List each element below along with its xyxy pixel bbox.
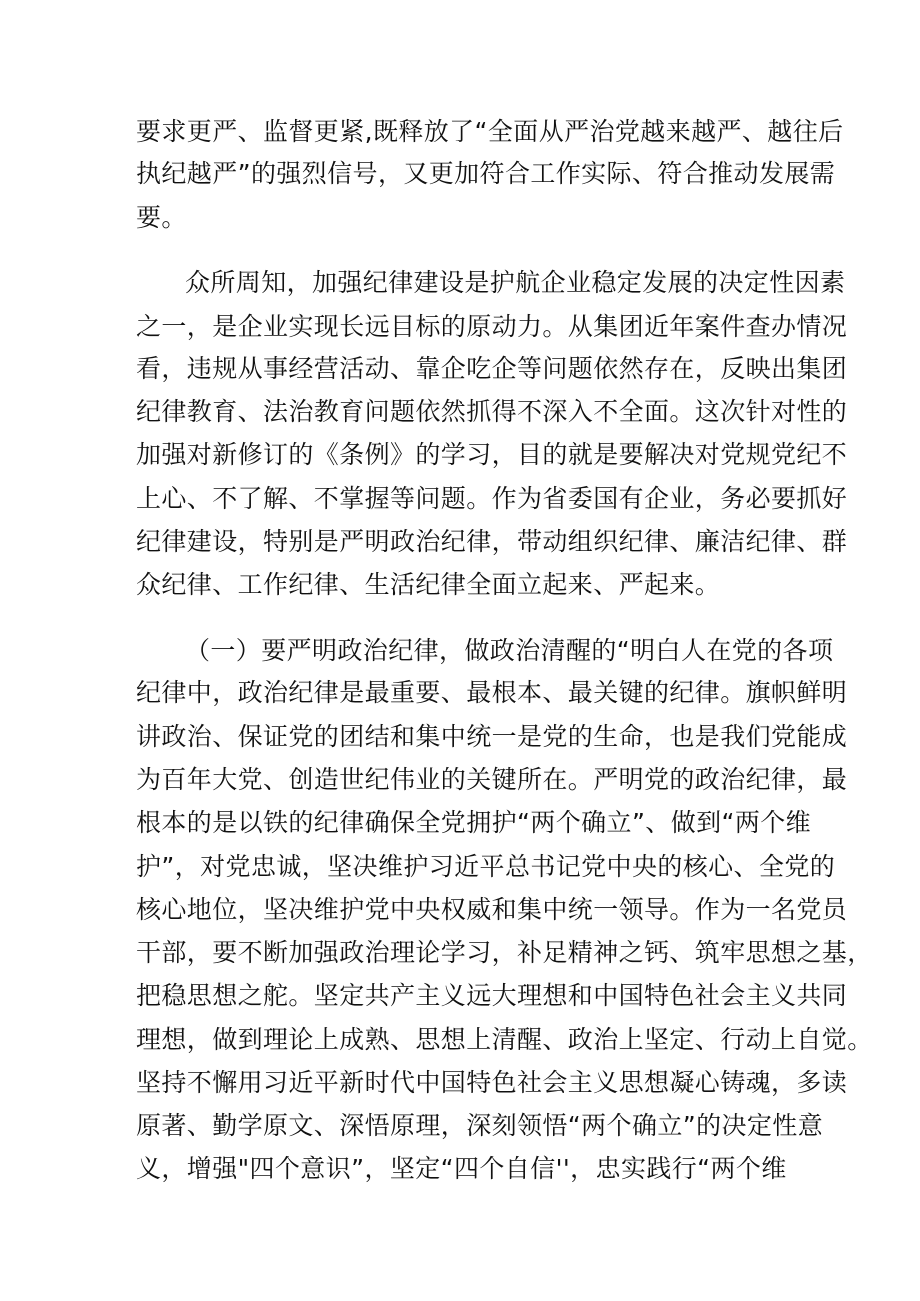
text-line: 坚持不懈用习近平新时代中国特色社会主义思想凝心铸魂，多读: [136, 1068, 848, 1097]
text-line: 原著、勤学原文、深悟原理，深刻领悟“两个确立”的决定性意: [136, 1111, 824, 1140]
text-line: （一）要严明政治纪律，做政治清醒的“明白人在党的各项: [185, 636, 834, 665]
text-line: 要。: [136, 203, 187, 232]
text-line: 要求更严、监督更紧,既释放了“全面从严治党越来越严、越往后: [136, 117, 844, 146]
text-line: 把稳思想之舵。坚定共产主义远大理想和中国特色社会主义共同: [136, 981, 848, 1010]
text-line: 核心地位，坚决维护党中央权威和集中统一领导。作为一名党员: [136, 895, 848, 924]
text-line: 护”，对党忠诚，坚决维护习近平总书记党中央的核心、全党的: [136, 852, 836, 881]
text-line: 纪律中，政治纪律是最重要、最根本、最关键的纪律。旗帜鲜明: [136, 678, 848, 707]
text-line: 为百年大党、创造世纪伟业的关键所在。严明党的政治纪律，最: [136, 765, 848, 794]
text-line: 干部，要不断加强政治理论学习，补足精神之钙、筑牢思想之基，: [136, 938, 873, 967]
text-line: 执纪越严”的强烈信号，又更加符合工作实际、符合推动发展需: [136, 159, 836, 188]
text-line: 纪律教育、法治教育问题依然抓得不深入不全面。这次针对性的: [136, 397, 848, 426]
text-line: 纪律建设，特别是严明政治纪律，带动组织纪律、廉洁纪律、群: [136, 527, 848, 556]
text-line: 义，增强"四个意识”，坚定“四个自信''，忠实践行“两个维: [136, 1154, 787, 1183]
text-line: 众所周知，加强纪律建设是护航企业稳定发展的决定性因素: [185, 268, 846, 297]
text-line: 讲政治、保证党的团结和集中统一是党的生命，也是我们党能成: [136, 722, 848, 751]
text-line: 之一，是企业实现长远目标的原动力。从集团近年案件查办情况: [136, 312, 848, 341]
text-line: 看，违规从事经营活动、靠企吃企等问题依然存在，反映出集团: [136, 354, 848, 383]
text-line: 众纪律、工作纪律、生活纪律全面立起来、严起来。: [136, 570, 721, 599]
text-line: 上心、不了解、不掌握等问题。作为省委国有企业，务必要抓好: [136, 484, 848, 513]
text-line: 加强对新修订的《条例》的学习，目的就是要解决对党规党纪不: [136, 440, 848, 469]
text-line: 根本的是以铁的纪律确保全党拥护“两个确立”、做到“两个维: [136, 808, 812, 837]
text-line: 理想，做到理论上成熟、思想上清醒、政治上坚定、行动上自觉。: [136, 1025, 873, 1054]
